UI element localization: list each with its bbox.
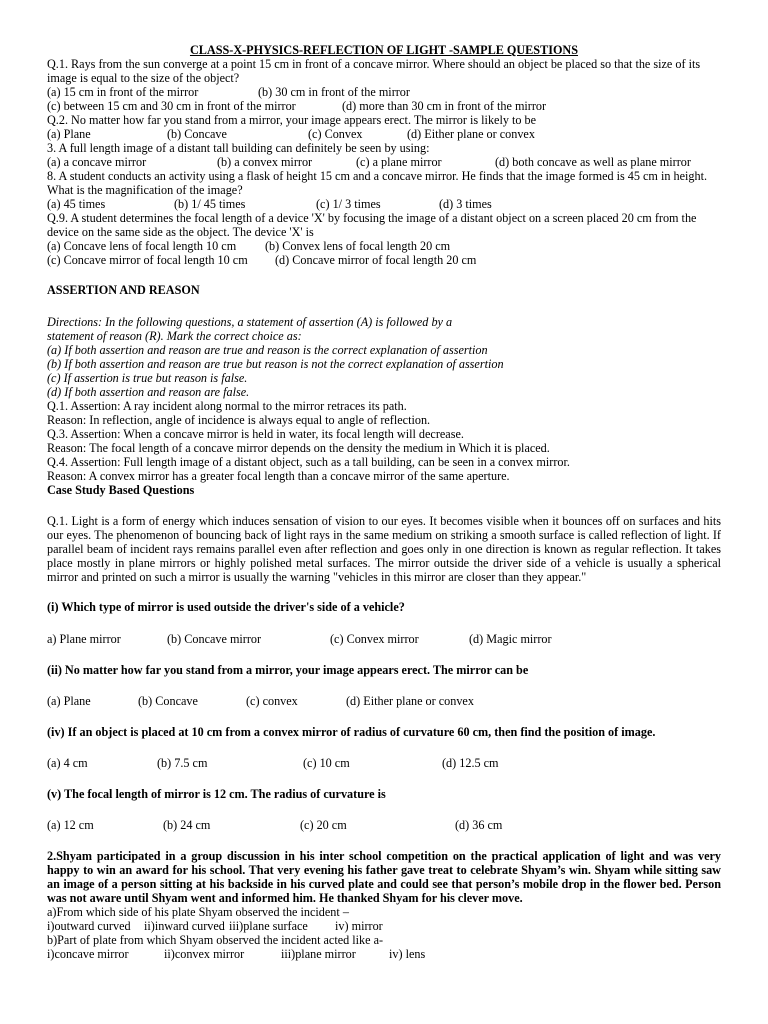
- option: (d) more than 30 cm in front of the mirror: [342, 99, 547, 113]
- option: (a) Plane: [47, 694, 91, 708]
- question-text: (v) The focal length of mirror is 12 cm. The radius of curvature is: [47, 787, 386, 801]
- option: (d) both concave as well as plane mirror: [495, 155, 691, 169]
- option: (d) Concave mirror of focal length 20 cm: [275, 253, 477, 267]
- option: (b) Concave mirror: [167, 632, 262, 646]
- option: (c) 1/ 3 times: [316, 197, 381, 211]
- option: (d) Magic mirror: [469, 632, 552, 646]
- option-row: [47, 127, 721, 141]
- case-passage: 2.Shyam participated in a group discussion in his inter school competition on the practical application of light and was very happy to win an award for his school. That very evening his father gave treat to celebrate Shyam’s win. Shyam while sitting saw an image of a person sitting at his backside in his curved plate and could see that person’s mobile drop in the flower bed. Person was not aware until Shyam went and informed him. He thanked Shyam for his clever move.: [47, 849, 721, 905]
- option: (b) a convex mirror: [217, 155, 313, 169]
- question-text: 8. A student conducts an activity using a flask of height 15 cm and a concave mirror. He finds that the image formed is 45 cm in height. What is the magnification of the image?: [47, 169, 707, 197]
- option: (b) Convex lens of focal length 20 cm: [265, 239, 451, 253]
- section-heading: ASSERTION AND REASON: [47, 283, 200, 297]
- option: (c) convex: [246, 694, 298, 708]
- option: (b) Concave: [167, 127, 227, 141]
- option: (c) Concave mirror of focal length 10 cm: [47, 253, 248, 267]
- reason-text: Reason: A convex mirror has a greater focal length than a concave mirror of the same aperture.: [47, 469, 510, 483]
- option: (a) Concave lens of focal length 10 cm: [47, 239, 237, 253]
- option: a) Plane mirror: [47, 632, 121, 646]
- option: (b) 1/ 45 times: [174, 197, 246, 211]
- directions-text: Directions: In the following questions, a statement of assertion (A) is followed by a: [47, 315, 453, 329]
- option-row: [47, 85, 721, 99]
- option: i)outward curved: [47, 919, 131, 933]
- option: (c) 10 cm: [303, 756, 350, 770]
- question-text: a)From which side of his plate Shyam observed the incident –: [47, 905, 349, 919]
- option-row: [47, 99, 721, 113]
- question-text: Q.1. Rays from the sun converge at a point 15 cm in front of a concave mirror. Where should an object be placed so that the size of its image is equal to the size of the object?: [47, 57, 701, 85]
- ar-choice: (a) If both assertion and reason are true and reason is the correct explanation of assertion: [47, 343, 488, 357]
- option: iii)plane surface: [229, 919, 308, 933]
- option: (b) Concave: [138, 694, 198, 708]
- option: (d) Either plane or convex: [407, 127, 535, 141]
- case-passage: Q.1. Light is a form of energy which induces sensation of vision to our eyes. It becomes visible when it bounces off on surfaces and hits our eyes. The phenomenon of bouncing back of light rays in the same medium on striking a smooth surface is called reflection of light. If parallel beam of incident rays remains parallel even after reflection and goes only in one direction is known as regular reflection. It takes place mostly in plane mirrors or highly polished metal surfaces. The mirror outside the driver side of a vehicle is usually a spherical mirror and printed on such a mirror is usually the warning "vehicles in this mirror are closer than they appear.": [47, 514, 721, 584]
- option-row: [47, 919, 721, 933]
- option-row: [47, 694, 721, 708]
- option-row: [47, 253, 721, 267]
- option-row: [47, 818, 721, 832]
- option-row: [47, 239, 721, 253]
- option: (b) 24 cm: [163, 818, 211, 832]
- reason-text: Reason: The focal length of a concave mirror depends on the density the medium in Which it is placed.: [47, 441, 550, 455]
- option-row: [47, 197, 721, 211]
- option: (c) a plane mirror: [356, 155, 442, 169]
- question-text: (iv) If an object is placed at 10 cm from a convex mirror of radius of curvature 60 cm, then find the position of image.: [47, 725, 656, 739]
- option: i)concave mirror: [47, 947, 129, 961]
- ar-choice: (c) If assertion is true but reason is false.: [47, 371, 248, 385]
- option: (c) Convex: [308, 127, 363, 141]
- option: iv) mirror: [335, 919, 383, 933]
- reason-text: Reason: In reflection, angle of incidence is always equal to angle of reflection.: [47, 413, 431, 427]
- option: (a) 45 times: [47, 197, 106, 211]
- directions-text: statement of reason (R). Mark the correct choice as:: [47, 329, 302, 343]
- question-text: Q.2. No matter how far you stand from a mirror, your image appears erect. The mirror is likely to be: [47, 113, 537, 127]
- question-text: (ii) No matter how far you stand from a mirror, your image appears erect. The mirror can be: [47, 663, 529, 677]
- option: iii)plane mirror: [281, 947, 356, 961]
- assertion-text: Q.3. Assertion: When a concave mirror is held in water, its focal length will decrease.: [47, 427, 464, 441]
- option: (c) between 15 cm and 30 cm in front of the mirror: [47, 99, 296, 113]
- ar-choice: (d) If both assertion and reason are false.: [47, 385, 250, 399]
- ar-choice: (b) If both assertion and reason are true but reason is not the correct explanation of assertion: [47, 357, 504, 371]
- option: ii)inward curved: [144, 919, 225, 933]
- option: (a) 12 cm: [47, 818, 94, 832]
- question-text: b)Part of plate from which Shyam observed the incident acted like a-: [47, 933, 384, 947]
- option: iv) lens: [389, 947, 426, 961]
- option: (d) 36 cm: [455, 818, 503, 832]
- option: ii)convex mirror: [164, 947, 245, 961]
- section-heading: Case Study Based Questions: [47, 483, 195, 497]
- option-row: [47, 632, 721, 646]
- option: (c) Convex mirror: [330, 632, 419, 646]
- option-row: [47, 155, 721, 169]
- assertion-text: Q.4. Assertion: Full length image of a distant object, such as a tall building, can be seen in a convex mirror.: [47, 455, 570, 469]
- option: (a) a concave mirror: [47, 155, 147, 169]
- option: (c) 20 cm: [300, 818, 347, 832]
- option-row: [47, 756, 721, 770]
- document-page: [47, 43, 721, 961]
- option: (b) 30 cm in front of the mirror: [258, 85, 410, 99]
- option: (d) 3 times: [439, 197, 492, 211]
- option: (d) 12.5 cm: [442, 756, 499, 770]
- option-row: [47, 947, 721, 961]
- option: (d) Either plane or convex: [346, 694, 474, 708]
- question-text: 3. A full length image of a distant tall building can definitely be seen by using:: [47, 141, 430, 155]
- question-text: (i) Which type of mirror is used outside the driver's side of a vehicle?: [47, 600, 405, 614]
- assertion-text: Q.1. Assertion: A ray incident along normal to the mirror retraces its path.: [47, 399, 407, 413]
- option: (a) 15 cm in front of the mirror: [47, 85, 199, 99]
- option: (a) 4 cm: [47, 756, 88, 770]
- option: (b) 7.5 cm: [157, 756, 208, 770]
- option: (a) Plane: [47, 127, 91, 141]
- question-text: Q.9. A student determines the focal length of a device 'X' by focusing the image of a distant object on a screen placed 20 cm from the device on the same side as the object. The device 'X' is: [47, 211, 697, 239]
- document-title: CLASS-X-PHYSICS-REFLECTION OF LIGHT -SAMPLE QUESTIONS: [189, 43, 579, 57]
